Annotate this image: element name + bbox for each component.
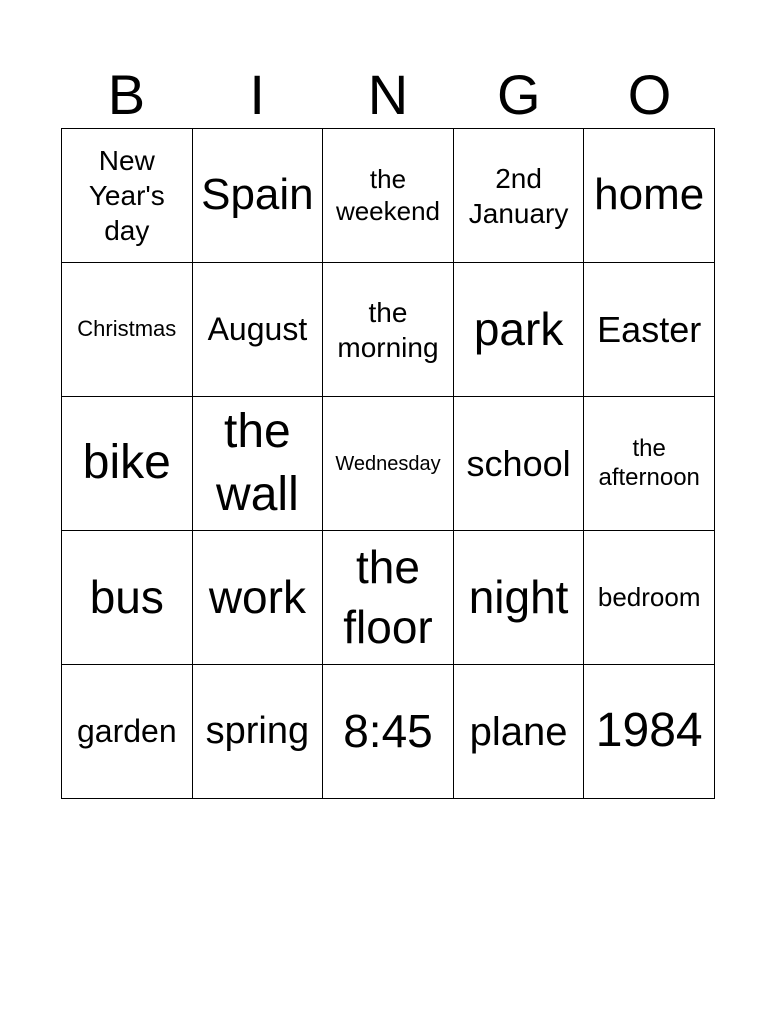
- card-cell: the afternoon: [584, 397, 715, 531]
- card-cell: park: [453, 263, 584, 397]
- card-cell: New Year's day: [62, 129, 193, 263]
- header-letter-g: G: [497, 63, 541, 126]
- card-cell: Wednesday: [323, 397, 454, 531]
- card-cell: August: [192, 263, 323, 397]
- card-cell: 8:45: [323, 665, 454, 799]
- card-row: [62, 263, 715, 397]
- card-cell: 1984: [584, 665, 715, 799]
- card-cell: 2nd January: [453, 129, 584, 263]
- card-cell: bedroom: [584, 531, 715, 665]
- card-cell: Spain: [192, 129, 323, 263]
- card-cell: night: [453, 531, 584, 665]
- card-cell: bike: [62, 397, 193, 531]
- card-cell: spring: [192, 665, 323, 799]
- header-letter-n: N: [367, 63, 409, 126]
- card-cell: school: [453, 397, 584, 531]
- card-cell: home: [584, 129, 715, 263]
- card-row: [62, 531, 715, 665]
- card-row: [62, 665, 715, 799]
- card-row: [62, 397, 715, 531]
- card-cell: bus: [62, 531, 193, 665]
- card-cell: the morning: [323, 263, 454, 397]
- card-cell: the wall: [192, 397, 323, 531]
- card-cell: Easter: [584, 263, 715, 397]
- header-letter-o: O: [627, 63, 672, 126]
- card-cell: the weekend: [323, 129, 454, 263]
- bingo-card: [61, 128, 715, 799]
- card-cell: Christmas: [62, 263, 193, 397]
- header-letter-i: I: [249, 63, 265, 126]
- card-cell: the floor: [323, 531, 454, 665]
- card-row: [62, 129, 715, 263]
- card-cell: work: [192, 531, 323, 665]
- card-cell: garden: [62, 665, 193, 799]
- bingo-header: [61, 62, 715, 128]
- header-letter-b: B: [107, 63, 146, 126]
- card-cell: plane: [453, 665, 584, 799]
